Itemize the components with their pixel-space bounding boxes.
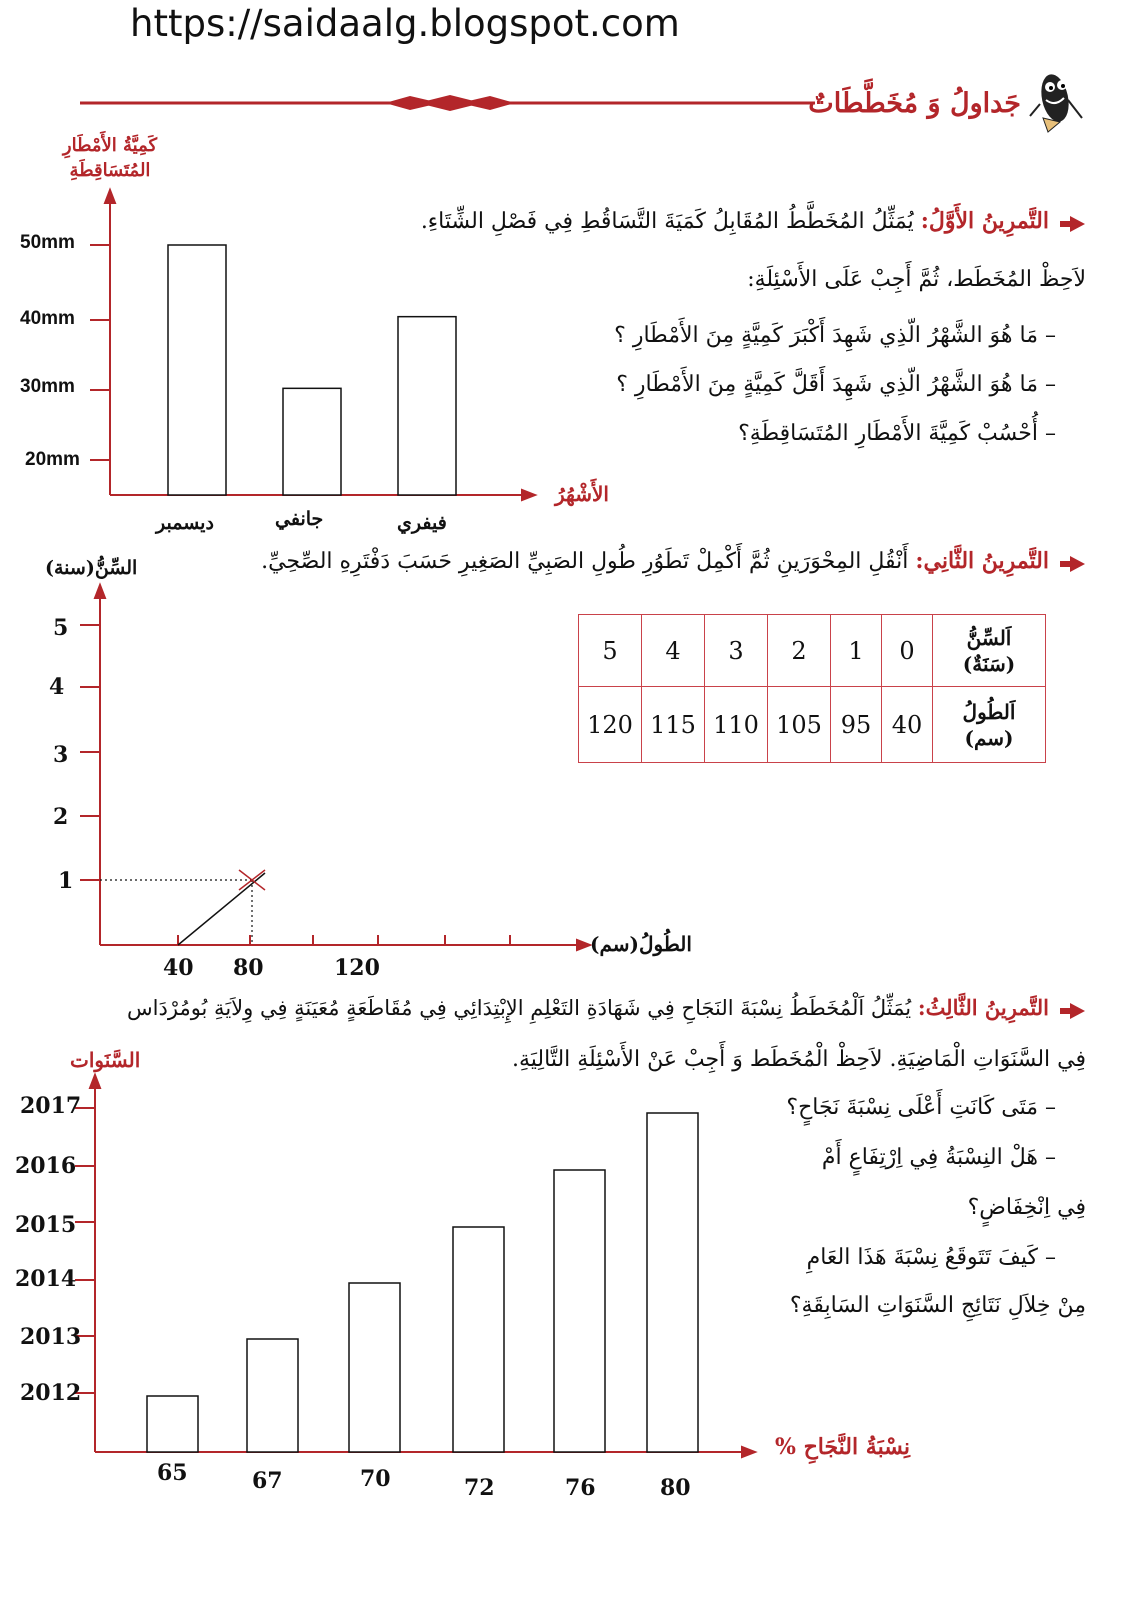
- chart1-bar: [283, 388, 341, 495]
- chart3-ytick: 2015: [15, 1212, 77, 1238]
- chart1-xtick: ديسمبر: [156, 513, 214, 534]
- exercise3-question: – كَيفَ تَتَوقَعُ نِسْبَةَ هَذَا العَامِ: [806, 1245, 1056, 1270]
- chart1-xlabel: الأَشْهُرُ: [555, 482, 609, 506]
- chart1-xtick: جانفي: [275, 509, 324, 530]
- bullet-arrow-icon: [1060, 556, 1085, 572]
- exercise3-heading: [127, 995, 1049, 1020]
- exercise1-instruction: لاَحِظْ المُخَطَط، ثُمَّ أَجِبْ عَلَى الأَسْئِلَةِ:: [747, 267, 1086, 292]
- chart3-bar: [554, 1170, 605, 1452]
- chart3-bar: [147, 1396, 198, 1452]
- chart3-value-label: 65: [157, 1460, 188, 1486]
- table-cell: 120: [579, 687, 642, 763]
- exercise2-heading: [261, 548, 1049, 574]
- exercise1-heading: [421, 208, 1049, 234]
- table-cell: 110: [705, 687, 768, 763]
- chart3-bar: [349, 1283, 400, 1452]
- chart3-bar: [453, 1227, 504, 1452]
- table-cell: 4: [642, 615, 705, 687]
- chart3-value-label: 67: [252, 1468, 283, 1494]
- table-cell: 105: [768, 687, 831, 763]
- growth-table: [578, 614, 1046, 763]
- exercise1-question: – أُحْسُبْ كَمِيَّةَ الأَمْطَارِ المُتَسَاقِطَةِ؟: [738, 421, 1056, 446]
- chart3-ytick: 2017: [20, 1093, 82, 1119]
- chart2-ylabel: السِّنُّ(سنة): [45, 557, 138, 579]
- chart3-ytick: 2013: [20, 1324, 82, 1350]
- table-cell: 0: [882, 615, 933, 687]
- exercise3-question: – مَتَى كَانَتِ أَعْلَى نِسْبَةَ نَجَاحٍ؟: [786, 1095, 1056, 1120]
- chart1-ylabel: كَمِيَّةُ الأَمْطَارِ المُتَسَاقِطَةِ: [62, 135, 158, 182]
- table-cell: 40: [882, 687, 933, 763]
- exercise3-label: التَّمرِينُ الثَّالِثُ:: [917, 995, 1049, 1020]
- exercise3-question: فِي اِنْخِفَاضٍ؟: [967, 1195, 1086, 1220]
- chart3-value-label: 70: [360, 1466, 391, 1492]
- chart1-ytick: 30mm: [20, 376, 75, 397]
- table-cell: 115: [642, 687, 705, 763]
- chart1-bar: [398, 317, 456, 495]
- table-cell: 2: [768, 615, 831, 687]
- exercise3-question: مِنْ خِلاَلِ نَتَائِجِ السَّنَوَاتِ السَابِقَةِ؟: [789, 1293, 1086, 1318]
- chart2-ytick: 1: [58, 868, 74, 894]
- header-ornament-right: [460, 96, 515, 110]
- exercise1-question: – مَا هُوَ الشَّهْرُ الّذِي شَهِدَ أَقَلَّ كَمِيَّةٍ مِنَ الأَمْطَارِ ؟: [616, 372, 1056, 397]
- chart3-ytick: 2016: [15, 1153, 77, 1179]
- chart1-ytick: 50mm: [20, 232, 75, 253]
- chart3-value-label: 72: [464, 1475, 495, 1501]
- exercise3-statement2: فِي السَّنَوَاتِ الْمَاضِيَةِ. لاَحِظْ الْمُخَطَط وَ أَجِبْ عَنْ الأَسْئِلَةِ التَّالِيَةِ.: [511, 1047, 1086, 1072]
- chart2-ytick: 2: [53, 804, 69, 830]
- chart2-axes: [80, 585, 590, 950]
- exercise2-label: التَّمرِينُ الثَّانِي:: [915, 548, 1049, 574]
- exercise3-statement: يُمَثِّلُ اَلْمُخَطَطُ نِسْبَةَ النَجَاحِ فِي شَهَادَةِ التَعْلِمِ الإِبْتِدَائِي فِي مُقَاطَعَةٍ مُعَيَنَةٍ فِي وِلاَيَةِ بُومُرْدَاس: [127, 996, 912, 1020]
- page-title: جَداولُ وَ مُخَطَّطَاتٌ: [808, 88, 1021, 119]
- chart1-ytick: 20mm: [25, 449, 80, 470]
- pencil-character-icon: [1030, 72, 1082, 132]
- table-cell: 95: [831, 687, 882, 763]
- table-cell: 1: [831, 615, 882, 687]
- table-header-age: اَلسِّنُّ (سَنَةٌ): [933, 615, 1046, 687]
- chart2-xlabel: الطُولُ(سم): [590, 932, 692, 956]
- chart2-ytick: 4: [49, 674, 65, 700]
- blog-url[interactable]: https://saidaalg.blogspot.com: [130, 2, 680, 45]
- chart3-ytick: 2012: [20, 1380, 82, 1406]
- chart3-value-label: 76: [565, 1475, 596, 1501]
- chart3-bar: [647, 1113, 698, 1452]
- table-cell: 5: [579, 615, 642, 687]
- chart2-series-line: [178, 873, 265, 945]
- bullet-arrow-icon: [1060, 216, 1085, 232]
- table-row: [579, 687, 1046, 763]
- chart2-xtick: 80: [233, 955, 264, 981]
- exercise3-question: – هَلْ النِسْبَةُ فِي اِرْتِفَاعٍ أَمْ: [821, 1145, 1056, 1170]
- table-row: [579, 615, 1046, 687]
- chart3-ytick: 2014: [15, 1266, 77, 1292]
- chart1-ytick: 40mm: [20, 308, 75, 329]
- chart3-bar: [247, 1339, 298, 1452]
- chart3-value-label: 80: [660, 1475, 691, 1501]
- chart2-xtick: 120: [334, 955, 380, 981]
- chart1-bar: [168, 245, 226, 495]
- exercise1-label: التَّمرِينُ الأَوَّلُ:: [920, 208, 1049, 234]
- bullet-arrow-icon: [1060, 1003, 1085, 1019]
- chart2-xtick: 40: [163, 955, 194, 981]
- exercise1-question: – مَا هُوَ الشَّهْرُ الّذِي شَهِدَ أَكْبَرَ كَمِيَّةٍ مِنَ الأَمْطَارِ ؟: [614, 323, 1056, 348]
- table-cell: 3: [705, 615, 768, 687]
- chart3-xlabel: نِسْبَةُ النَّجَاحِ %: [775, 1434, 910, 1460]
- exercise1-statement: يُمَثِّلُ المُخَطَّطُ المُقَابِلُ كَمَيَةَ التَّسَاقُطِ فِي فَصْلِ الشِّتَاءِ.: [420, 209, 914, 234]
- exercise2-statement: أَنْقُلِ المِحْوَرَينِ ثُمَّ أَكْمِلْ تَطَوُرِ طُولِ الصَبِيِّ الصَغِيرِ حَسَبَ دَفْتَرِهِ الصِّحِيِّ.: [261, 549, 909, 574]
- chart2-ytick: 5: [53, 615, 69, 641]
- chart2-ytick: 3: [53, 742, 69, 768]
- chart3-ylabel: السَّنَوات: [70, 1048, 141, 1072]
- chart1-xtick: فيفري: [397, 513, 447, 534]
- table-header-length: اَلطُولُ (سم): [933, 687, 1046, 763]
